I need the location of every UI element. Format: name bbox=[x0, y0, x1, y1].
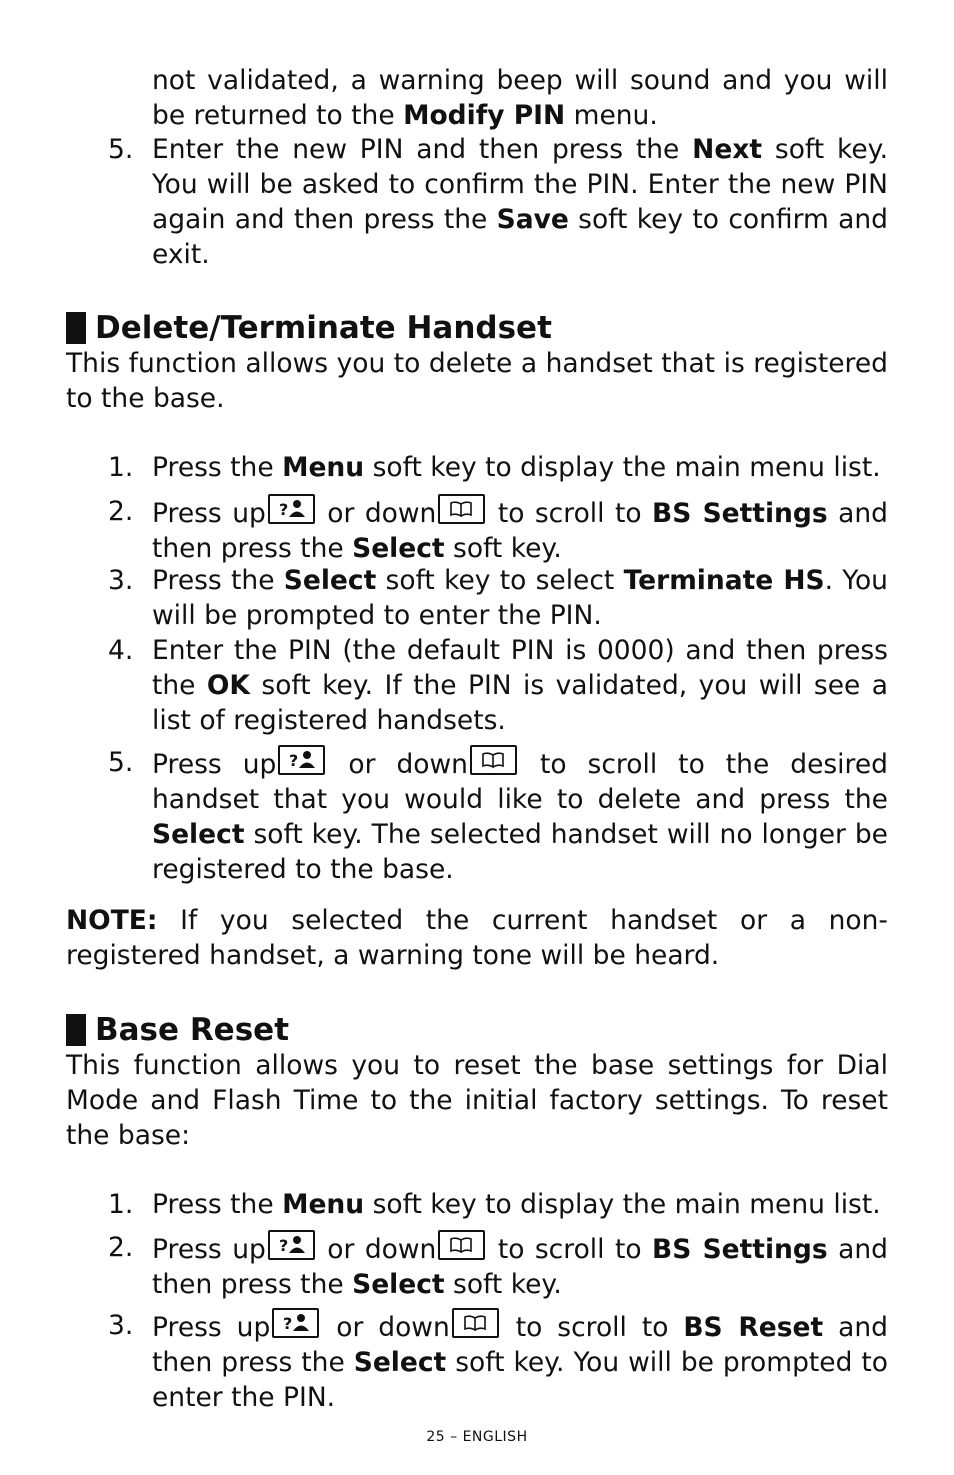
reset-step-3: Press up ? or down to scroll to BS Reset and then press the Select soft key. You will be prompted to enter the PIN. bbox=[152, 1308, 888, 1415]
step-number: 3. bbox=[108, 565, 134, 596]
page-footer: 25 – ENGLISH bbox=[426, 1429, 528, 1445]
delete-step-4: Enter the PIN (the default PIN is 0000) and then press the OK soft key. If the PIN is validated, you will see a list of registered handsets. bbox=[152, 635, 888, 736]
section-heading-delete: Delete/Terminate Handset bbox=[66, 308, 552, 348]
step-number: 2. bbox=[108, 1232, 134, 1263]
delete-step-2: Press up ? or down to scroll to BS Settings and then press the Select soft key. bbox=[152, 494, 888, 566]
step-number: 5. bbox=[108, 134, 134, 165]
down-key-icon bbox=[452, 1308, 499, 1338]
section-heading-reset: Base Reset bbox=[66, 1010, 289, 1050]
down-key-icon bbox=[438, 494, 485, 524]
delete-description: This function allows you to delete a handset that is registered to the base. bbox=[66, 348, 888, 414]
up-key-icon bbox=[268, 494, 315, 524]
svg-text:?: ? bbox=[283, 1314, 293, 1333]
delete-step-1: Press the Menu soft key to display the main menu list. bbox=[152, 452, 881, 483]
up-key-icon bbox=[278, 745, 325, 775]
up-key-icon bbox=[268, 1230, 315, 1260]
section-bar-icon bbox=[66, 312, 86, 344]
svg-text:?: ? bbox=[278, 500, 289, 519]
svg-text:?: ? bbox=[289, 751, 299, 770]
note-paragraph: NOTE: If you selected the current handset or a non-registered handset, a warning tone will be heard. bbox=[66, 905, 888, 971]
step-number: 1. bbox=[108, 452, 134, 483]
svg-text:?: ? bbox=[278, 1236, 289, 1255]
reset-description: This function allows you to reset the base settings for Dial Mode and Flash Time to the initial factory settings. To reset the base: bbox=[66, 1050, 888, 1151]
step-number: 5. bbox=[108, 747, 134, 778]
delete-step-5: Press up ? or down to scroll to the desired handset that you would like to delete and press the Select soft key. The selected handset will no longer be registered to the base. bbox=[152, 745, 888, 887]
intro-paragraph: not validated, a warning beep will sound and you will be returned to the Modify PIN menu. bbox=[152, 65, 888, 131]
delete-step-3: Press the Select soft key to select Terminate HS. You will be prompted to enter the PIN. bbox=[152, 565, 888, 631]
reset-step-1: Press the Menu soft key to display the main menu list. bbox=[152, 1189, 881, 1220]
down-key-icon bbox=[438, 1230, 485, 1260]
step-number: 2. bbox=[108, 496, 134, 527]
intro-step-5: Enter the new PIN and then press the Next soft key. You will be asked to confirm the PIN. Enter the new PIN again and then press the Save soft key to confirm and exit. bbox=[152, 134, 888, 270]
step-number: 1. bbox=[108, 1189, 134, 1220]
section-bar-icon bbox=[66, 1014, 86, 1046]
down-key-icon bbox=[470, 745, 517, 775]
reset-step-2: Press up ? or down to scroll to BS Settings and then press the Select soft key. bbox=[152, 1230, 888, 1302]
up-key-icon bbox=[272, 1308, 319, 1338]
step-number: 4. bbox=[108, 635, 134, 666]
step-number: 3. bbox=[108, 1310, 134, 1341]
